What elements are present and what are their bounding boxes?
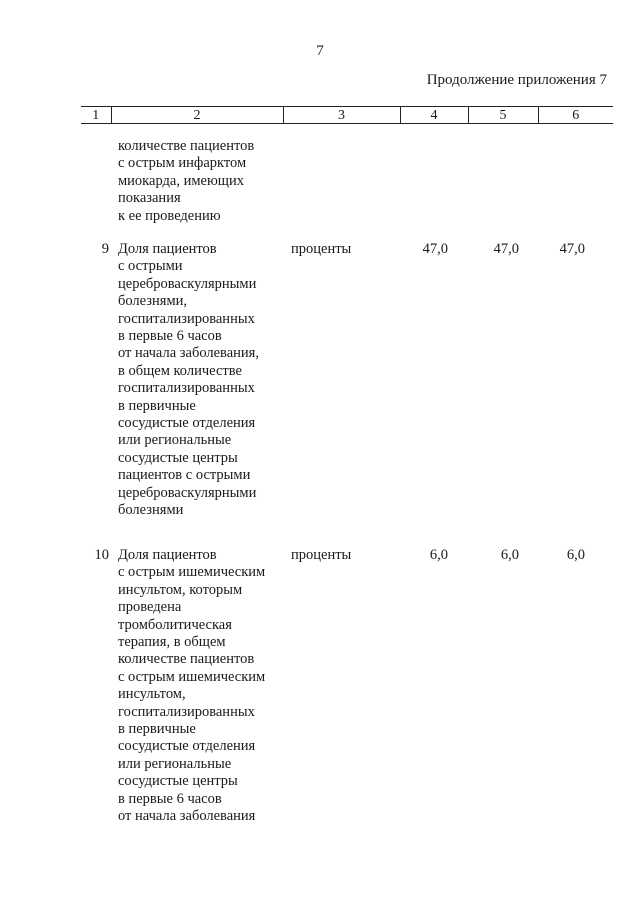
header-col-3: 3 (283, 107, 400, 124)
value-col-4: 47,0 (422, 241, 448, 257)
name-line: Доля пациентов (118, 547, 217, 563)
name-line: сосудистые отделения (118, 738, 256, 755)
name-line: показания (118, 190, 181, 207)
table-body (0, 138, 640, 825)
name-line: госпитализированных (118, 703, 255, 720)
name-line: болезнями (118, 502, 184, 519)
value-col-5: 47,0 (493, 241, 519, 257)
name-line: инсультом, которым (118, 581, 243, 598)
name-line: сосудистые отделения (118, 415, 256, 432)
header-col-1: 1 (81, 107, 111, 124)
name-line: госпитализированных (118, 310, 255, 327)
name-line: или региональные (118, 755, 232, 772)
indicator-name (118, 241, 288, 520)
name-line: в первые 6 часов (118, 328, 222, 345)
value-col-4: 6,0 (429, 547, 448, 563)
row-number: 10 (94, 547, 109, 563)
name-line: от начала заболевания, (118, 345, 259, 362)
header-col-4: 4 (400, 107, 468, 124)
name-line: с острым ишемическим (118, 564, 266, 581)
header-col-5: 5 (468, 107, 538, 124)
table-row-continuation (0, 138, 640, 226)
name-line: сосудистые центры (118, 449, 238, 466)
name-line: к ее проведению (118, 207, 221, 224)
row-number: 9 (101, 241, 109, 257)
table-row-9 (0, 241, 640, 537)
name-line: в первичные (118, 397, 196, 414)
indicator-name (118, 547, 288, 826)
name-line: сосудистые центры (118, 773, 238, 790)
name-line: с острыми (118, 258, 183, 275)
name-line: количестве пациентов (118, 651, 255, 668)
unit-of-measure: проценты (291, 241, 352, 257)
name-line: или региональные (118, 432, 232, 449)
value-col-6: 47,0 (559, 241, 585, 257)
name-line: болезнями, (118, 293, 188, 310)
name-line: количестве пациентов (118, 138, 255, 154)
header-col-2: 2 (111, 107, 283, 124)
name-line: в первичные (118, 721, 196, 738)
table-header (81, 106, 613, 124)
page-number: 7 (316, 43, 324, 59)
name-line: миокарда, имеющих (118, 172, 244, 189)
name-line: цереброваскулярными (118, 484, 257, 501)
name-line: тромболитическая (118, 616, 232, 633)
name-line: с острым инфарктом (118, 155, 247, 172)
name-line: пациентов с острыми (118, 467, 251, 484)
name-line: проведена (118, 599, 182, 616)
name-line: инсультом, (118, 686, 186, 703)
name-line: от начала заболевания (118, 808, 256, 825)
name-line: в первые 6 часов (118, 790, 222, 807)
value-col-5: 6,0 (500, 547, 519, 563)
header-col-6: 6 (538, 107, 613, 124)
name-line: цереброваскулярными (118, 275, 257, 292)
name-line: в общем количестве (118, 362, 242, 379)
unit-of-measure: проценты (291, 547, 352, 563)
name-line: госпитализированных (118, 380, 255, 397)
value-col-6: 6,0 (566, 547, 585, 563)
indicator-name (118, 138, 288, 225)
name-line: терапия, в общем (118, 634, 226, 651)
name-line: Доля пациентов (118, 241, 217, 257)
name-line: с острым ишемическим (118, 668, 266, 685)
appendix-continuation-note: Продолжение приложения 7 (426, 72, 607, 88)
